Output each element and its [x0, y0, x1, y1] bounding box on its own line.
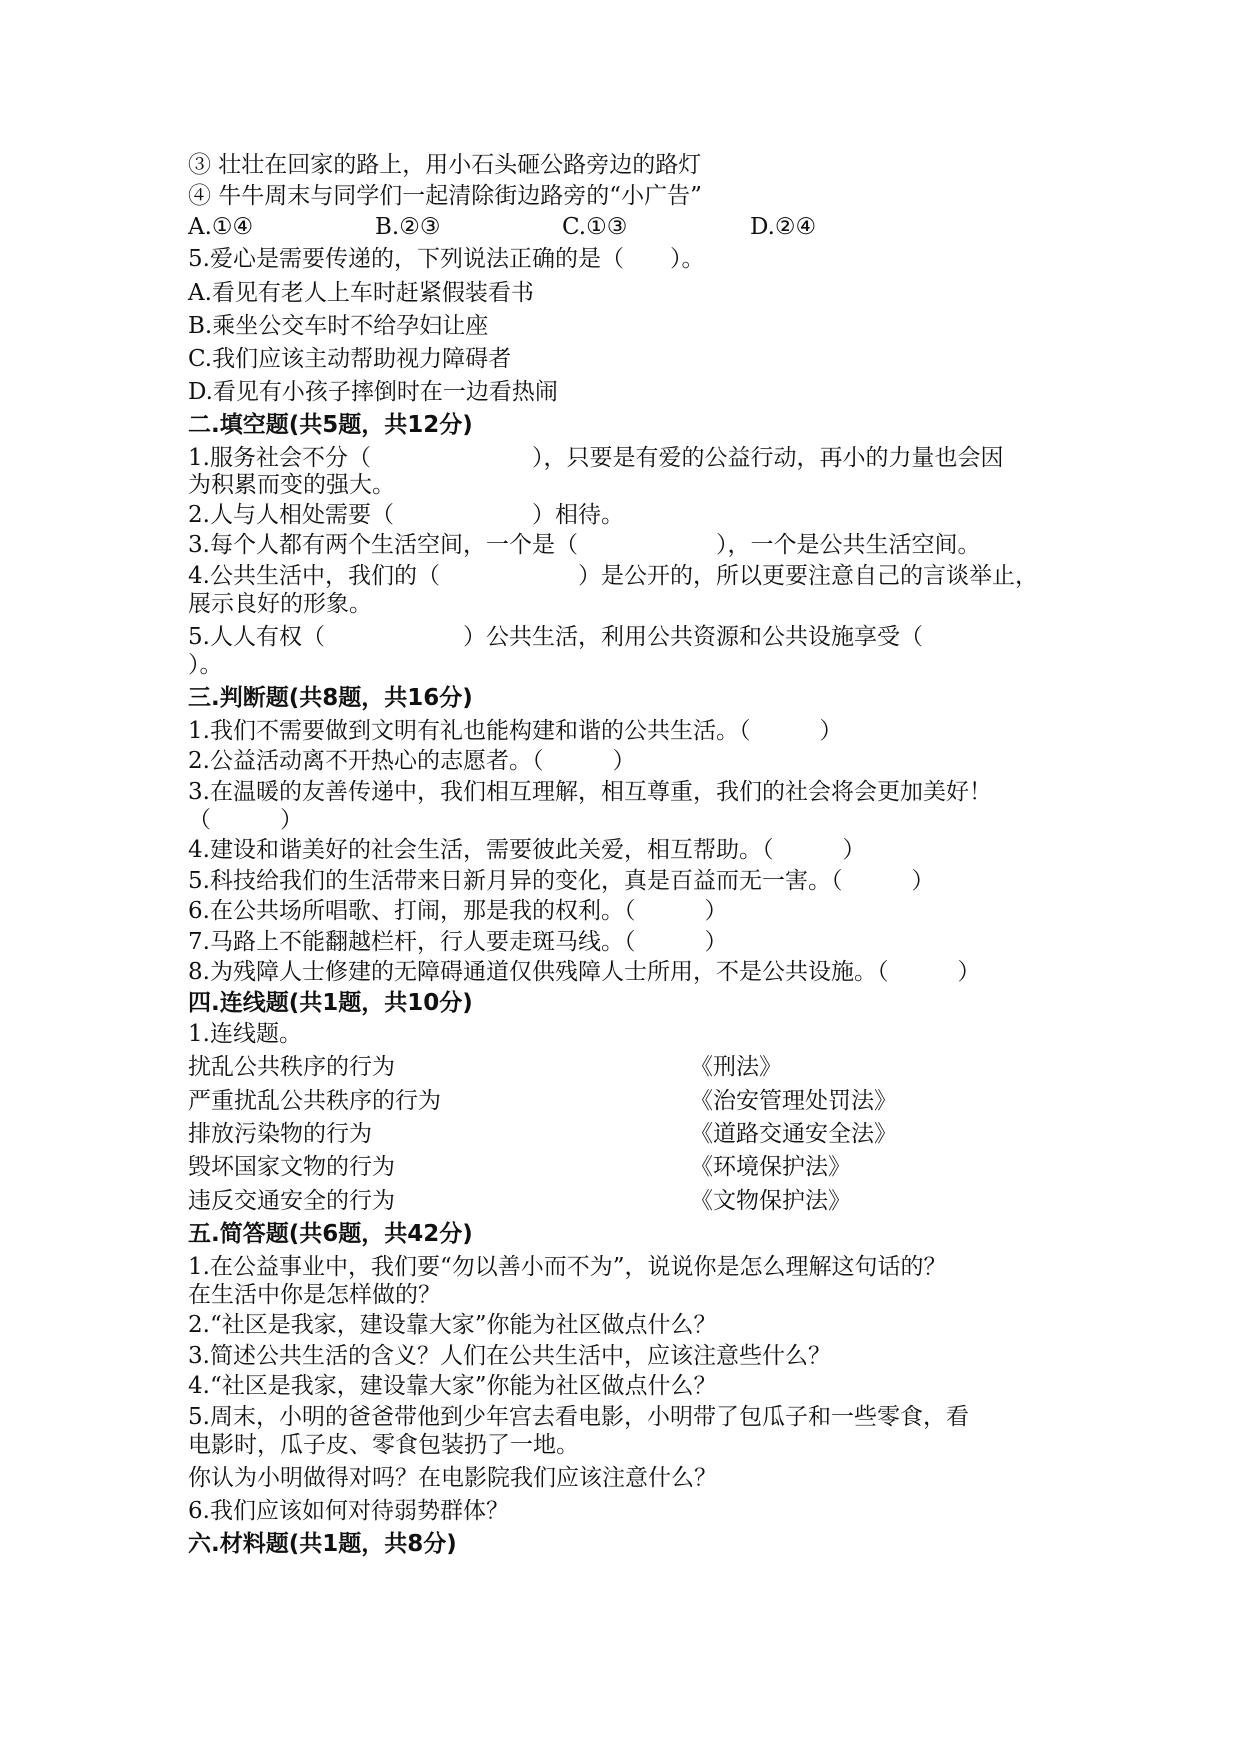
judge-line: 3.在温暖的友善传递中，我们相互理解，相互尊重，我们的社会将会更加美好！: [188, 779, 992, 805]
short-line: 4.“社区是我家，建设靠大家”你能为社区做点什么？: [188, 1373, 717, 1399]
short-line: 2.“社区是我家，建设靠大家”你能为社区做点什么？: [188, 1312, 717, 1338]
q5-stem: 5.爱心是需要传递的，下列说法正确的是（ ）。: [188, 246, 705, 272]
short-line: 6.我们应该如何对待弱势群体？: [188, 1498, 509, 1524]
match-left-item: 扰乱公共秩序的行为: [188, 1054, 395, 1080]
short-section-heading: 五.简答题(共6题，共42分): [188, 1221, 473, 1247]
judge-line: 8.为残障人士修建的无障碍通道仅供残障人士所用，不是公共设施。（ ）: [188, 959, 981, 985]
fill-line: 为积累而变的强大。: [188, 472, 395, 498]
fill-line: 5.人人有权（ ）公共生活，利用公共资源和公共设施享受（: [188, 624, 923, 650]
short-line: 1.在公益事业中，我们要“勿以善小而不为”，说说你是怎么理解这句话的？: [188, 1254, 947, 1280]
match-right-item: 《环境保护法》: [690, 1154, 851, 1180]
judge-line: 4.建设和谐美好的社会生活，需要彼此关爱，相互帮助。（ ）: [188, 837, 866, 863]
match-right-item: 《道路交通安全法》: [690, 1121, 897, 1147]
short-line: 你认为小明做得对吗？在电影院我们应该注意什么？: [188, 1465, 717, 1491]
short-line: 5.周末，小明的爸爸带他到少年宫去看电影，小明带了包瓜子和一些零食，看: [188, 1404, 969, 1430]
judge-line: 2.公益活动离不开热心的志愿者。（ ）: [188, 748, 636, 774]
q5-option-a: A.看见有老人上车时赶紧假装看书: [188, 280, 534, 306]
short-line: 3.简述公共生活的含义？人们在公共生活中，应该注意些什么？: [188, 1343, 831, 1369]
fill-line: 1.服务社会不分（ ），只要是有爱的公益行动，再小的力量也会因: [188, 445, 1004, 471]
q4-option-b: B.②③: [375, 214, 441, 240]
q4-item-3: ③ 壮壮在回家的路上，用小石头砸公路旁边的路灯: [188, 152, 702, 178]
fill-line: 3.每个人都有两个生活空间，一个是（ ），一个是公共生活空间。: [188, 532, 981, 558]
short-line: 电影时，瓜子皮、零食包装扔了一地。: [188, 1432, 579, 1458]
q4-item-4: ④ 牛牛周末与同学们一起清除街边路旁的“小广告”: [188, 183, 702, 209]
q4-option-d: D.②④: [750, 214, 817, 240]
match-right-item: 《治安管理处罚法》: [690, 1088, 897, 1114]
q5-option-c: C.我们应该主动帮助视力障碍者: [188, 346, 512, 372]
q4-option-a: A.①④: [188, 214, 254, 240]
judge-line: （ ）: [188, 807, 303, 833]
judge-section-heading: 三.判断题(共8题，共16分): [188, 685, 473, 711]
match-section-heading: 四.连线题(共1题，共10分): [188, 990, 473, 1016]
match-left-item: 毁坏国家文物的行为: [188, 1154, 395, 1180]
fill-line: 4.公共生活中，我们的（ ）是公开的，所以更要注意自己的言谈举止，: [188, 563, 1038, 589]
q5-option-d: D.看见有小孩子摔倒时在一边看热闹: [188, 379, 558, 405]
match-right-item: 《刑法》: [690, 1054, 782, 1080]
short-line: 在生活中你是怎样做的？: [188, 1282, 441, 1308]
judge-line: 7.马路上不能翻越栏杆，行人要走斑马线。（ ）: [188, 929, 728, 955]
match-left-item: 违反交通安全的行为: [188, 1188, 395, 1214]
judge-line: 6.在公共场所唱歌、打闹，那是我的权利。（ ）: [188, 898, 728, 924]
fill-line: ）。: [188, 652, 223, 678]
judge-line: 1.我们不需要做到文明有礼也能构建和谐的公共生活。（ ）: [188, 718, 843, 744]
fill-line: 2.人与人相处需要（ ）相待。: [188, 502, 624, 528]
fill-section-heading: 二.填空题(共5题，共12分): [188, 412, 473, 438]
q4-option-c: C.①③: [562, 214, 628, 240]
match-left-item: 严重扰乱公共秩序的行为: [188, 1088, 441, 1114]
judge-line: 5.科技给我们的生活带来日新月异的变化，真是百益而无一害。（ ）: [188, 868, 935, 894]
material-section-heading: 六.材料题(共1题，共8分): [188, 1531, 457, 1557]
match-left-item: 排放污染物的行为: [188, 1121, 372, 1147]
fill-line: 展示良好的形象。: [188, 591, 372, 617]
match-right-item: 《文物保护法》: [690, 1188, 851, 1214]
match-intro: 1.连线题。: [188, 1021, 302, 1047]
q5-option-b: B.乘坐公交车时不给孕妇让座: [188, 313, 489, 339]
